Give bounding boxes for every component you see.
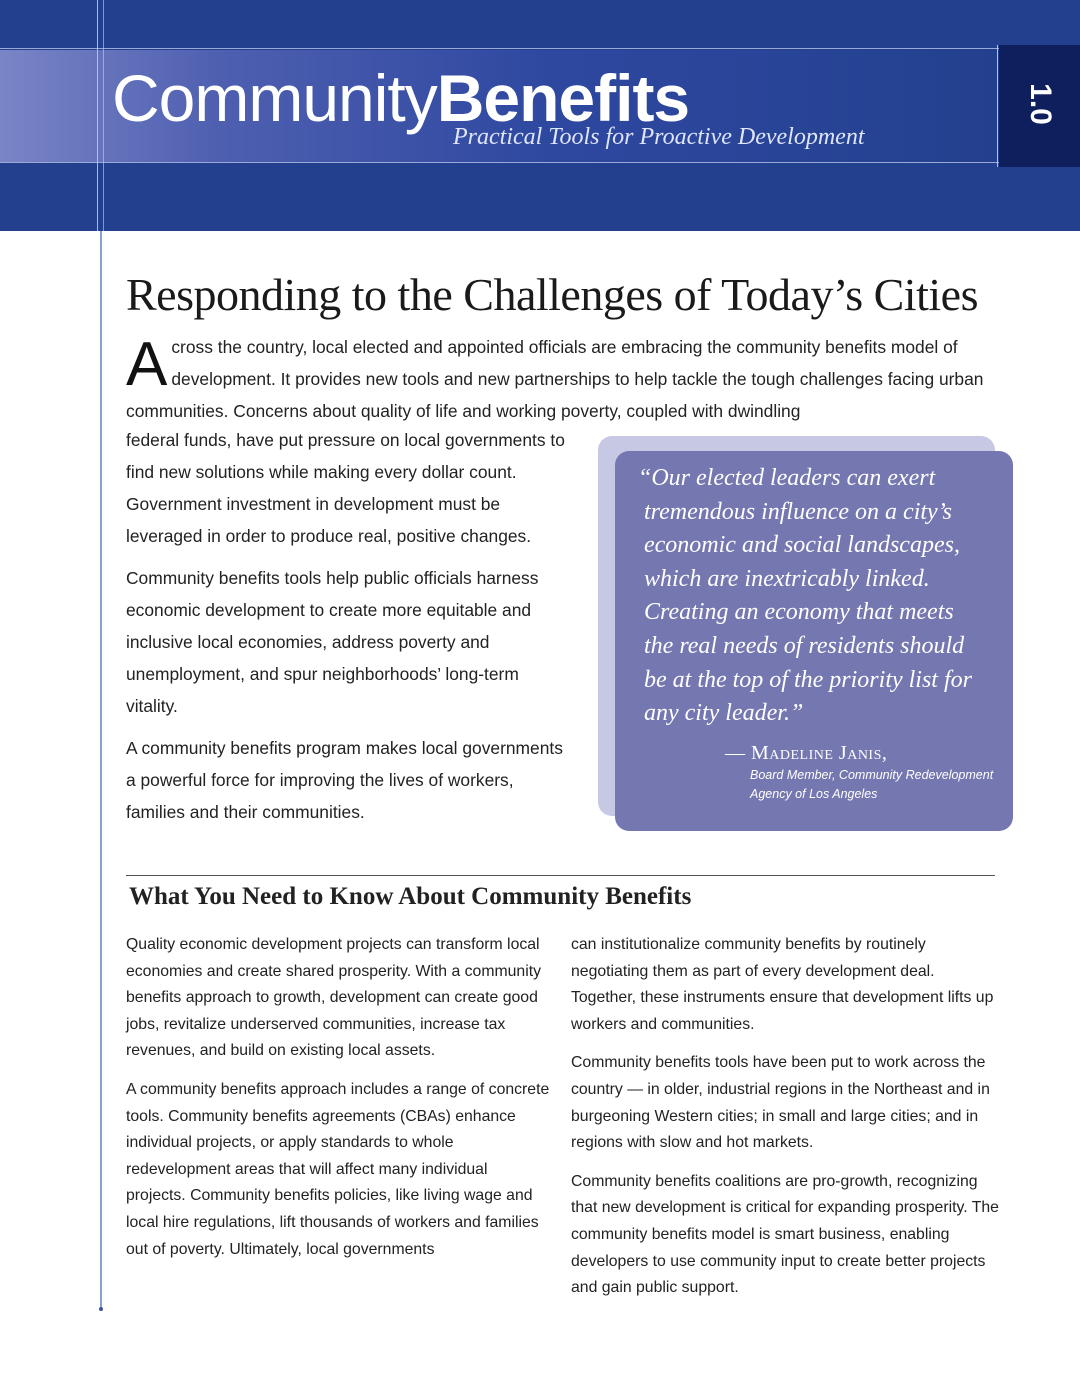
section-paragraph: Community benefits tools have been put to work across the country — in older, industrial regions in the Northeast and in burgeoning Western cities; in small and large cities; and in regions with slow and hot markets. (571, 1054, 990, 1152)
header-rule (103, 0, 104, 231)
section-paragraph: Quality economic development projects can transform local economies and create shared prosperity. With a community benefits approach to growth, development can create good jobs, revitalize underserved communities, increase tax revenues, and build on existing local assets. (126, 936, 541, 1060)
margin-rule (100, 231, 102, 1311)
section-number: 1.0 (1024, 83, 1057, 125)
section-paragraph: can institutionalize community benefits by routinely negotiating them as part of every development deal. Together, these instruments ensure that development lifts up workers and communities. (571, 936, 994, 1033)
section-left-column (126, 932, 551, 1275)
intro-paragraph (126, 331, 996, 427)
header-banner (0, 0, 1080, 231)
quote-author-role: Board Member, Community Redevelopment Agency of Los Angeles (750, 768, 994, 801)
section-paragraph: Community benefits coalitions are pro-growth, recognizing that new development is critical for expanding prosperity. The community benefits model is smart business, enabling developers to use community input to create better projects and gain public support. (571, 1172, 999, 1297)
section-paragraph: A community benefits approach includes a range of concrete tools. Community benefits agreements (CBAs) enhance individual projects, or apply standards to whole redevelopment areas that will affect many individual projects. Community benefits policies, like living wage and local hire regulations, lift thousands of workers and families out of poverty. Ultimately, local governments (126, 1080, 550, 1258)
article-paragraph: Community benefits tools help public officials harness economic development to create more equitable and inclusive local economies, address poverty and unemployment, and spur neighborhoods’ long-term vitality. (126, 568, 539, 716)
section-divider (126, 875, 995, 876)
header-rule (97, 0, 98, 231)
section-heading: What You Need to Know About Community Benefits (129, 883, 692, 910)
publication-subtitle: Practical Tools for Proactive Development (453, 124, 865, 150)
section-right-column (571, 932, 1001, 1314)
drop-cap: A (126, 330, 168, 399)
article-left-column (126, 424, 574, 838)
intro-continuation: federal funds, have put pressure on local governments to find new solutions while making every dollar count. Government investment in development must be leveraged in order to produce real, positive changes. (126, 430, 565, 546)
margin-rule-end (99, 1307, 103, 1311)
header-rule (0, 48, 1000, 49)
pull-quote: “Our elected leaders can exert tremendous influence on a city’s economic and social landscapes, which are inextricably linked. Creating an economy that meets the real needs of residents should be at the top of the priority list for any city leader.” (638, 465, 972, 727)
article-paragraph: A community benefits program makes local governments a powerful force for improving the lives of workers, families and their communities. (126, 738, 563, 822)
header-rule (0, 162, 1080, 163)
title-bold: Benefits (436, 61, 690, 135)
intro-text: cross the country, local elected and appointed officials are embracing the community benefits model of development. It provides new tools and new partnerships to help tackle the tough challenges facing urban communities. Concerns about quality of life and working poverty, coupled with dwindling (126, 337, 984, 421)
header-rule (997, 45, 998, 167)
article-headline: Responding to the Challenges of Today’s Cities (126, 269, 978, 320)
title-light: Community (112, 61, 437, 135)
quote-author: — Madeline Janis, (725, 742, 888, 764)
